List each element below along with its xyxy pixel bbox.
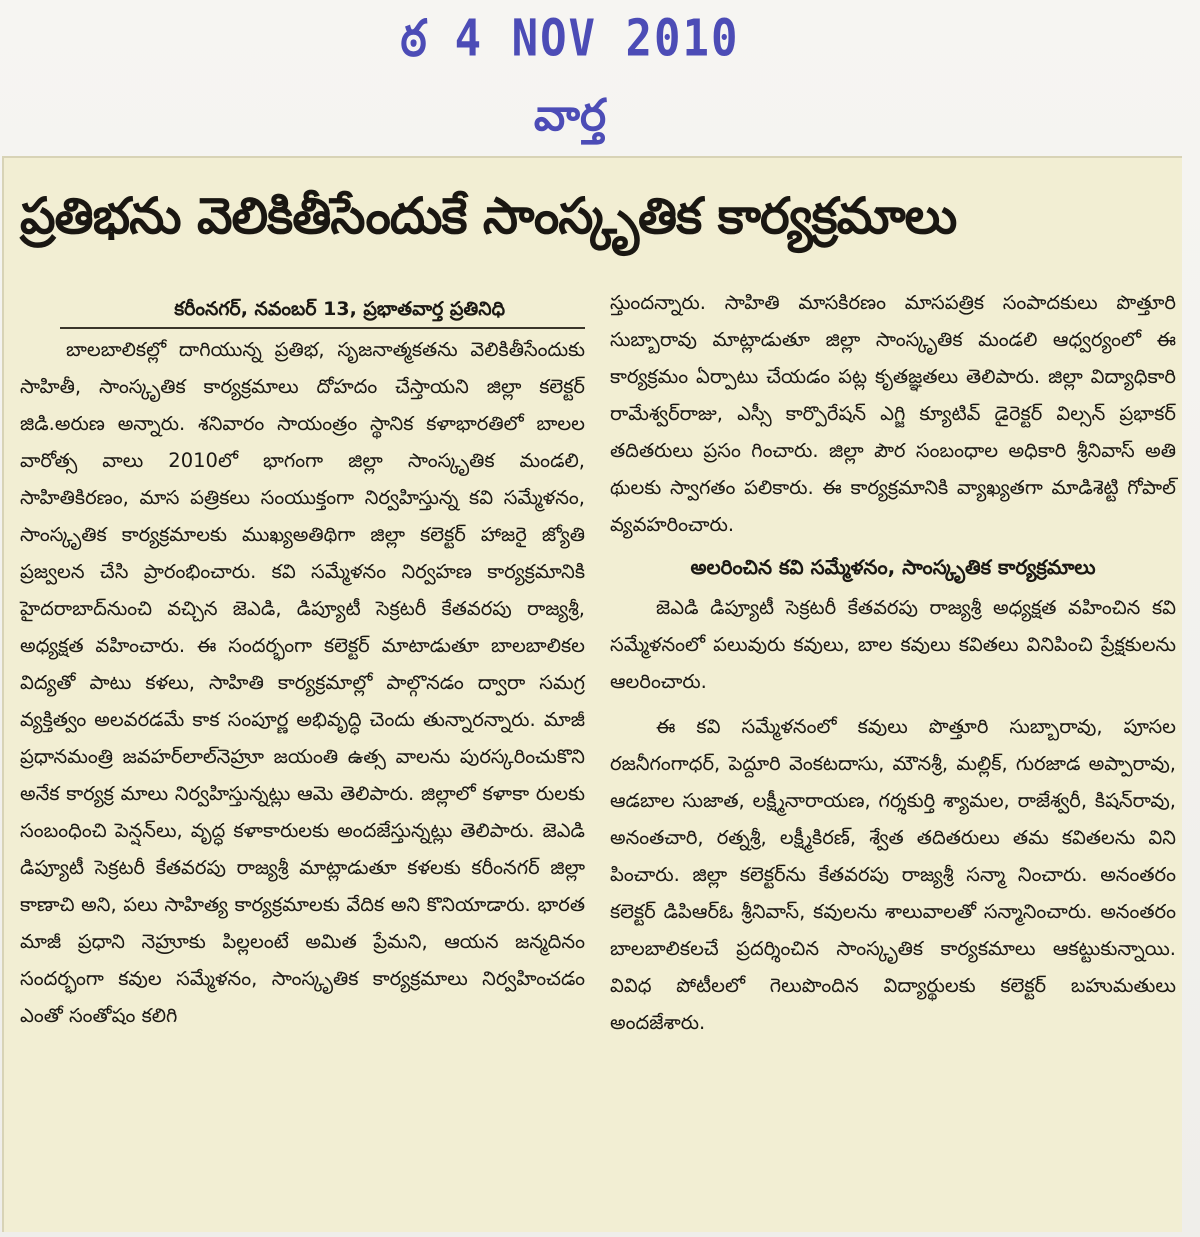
stamp-date <box>380 9 760 80</box>
article-paragraph: జెఎడి డిప్యూటీ సెక్రటరీ కేతవరపు రాజ్యశ్రీ అధ్యక్షత వహించిన కవి సమ్మేళనంలో పలువురు కవులు, బాల కవులు కవితలు వినిపించి ప్రేక్షకులను ఆలరించారు. <box>610 596 1176 693</box>
article-column-right <box>610 284 1176 1041</box>
date-stamp <box>380 4 760 154</box>
article-paragraph: స్తుందన్నారు. సాహితి మాసకిరణం మాసపత్రిక సంపాదకులు పొత్తూరి సుబ్బారావు మాట్లాడుతూ జిల్లా సాంస్కృతిక మండలి ఆధ్వర్యంలో ఈ కార్యక్రమం ఏర్పాటు చేయడం పట్ల కృతజ్ఞతలు తెలిపారు. జిల్లా విద్యాధికారి రామేశ్వర్‌రాజు, ఎస్సీ కార్పొరేషన్ ఎగ్జి క్యూటివ్ డైరెక్టర్ విల్సన్ ప్రభాకర్ తదితరులు ప్రసం గించారు. జిల్లా పౌర సంబంధాల అధికారి శ్రీనివాస్ అతి థులకు స్వాగతం పలికారు. ఈ కార్యక్రమానికి వ్యాఖ్యతగా మాడిశెట్టి గోపాల్ వ్యవహరించారు. <box>610 291 1176 536</box>
stamp-newspaper-name: వార్త <box>533 90 607 141</box>
article-dateline: కరీంనగర్, నవంబర్ 13, ప్రభాతవార్త ప్రతినిధి <box>60 291 585 329</box>
article-column-left <box>20 291 585 1034</box>
article-headline: ప్రతిభను వెలికితీసేందుకే సాంస్కృతిక కార్యక్రమాలు <box>20 187 957 245</box>
article-subheading: అలరించిన కవి సమ్మేళనం, సాంస్కృతిక కార్యక్రమాలు <box>690 555 1096 579</box>
paragraph-gap <box>610 700 1176 708</box>
stamp-mark: ఠ <box>400 9 429 68</box>
stamp-date-text: 4 NOV 2010 <box>454 9 740 68</box>
article-paragraph: ఈ కవి సమ్మేళనంలో కవులు పొత్తూరి సుబ్బారావు, పూసల రజనీగంగాధర్, పెద్దూరి వెంకటదాసు, మౌనశ్రీ, మల్లిక్, గురజాడ అప్పారావు, ఆడబాల సుజాత, లక్ష్మీనారాయణ, గర్శకుర్తి శ్యామల, రాజేశ్వరీ, కిషన్‌రావు, అనంతచారి, రత్నశ్రీ, లక్ష్మీకిరణ్, శ్వేత తదితరులు తమ కవితలను విని పించారు. జిల్లా కలెక్టర్‌ను కేతవరపు రాజ్యశ్రీ సన్మా నించారు. అనంతరం కలెక్టర్ డిపిఆర్‌ఓ శ్రీనివాస్, కవులను శాలువాలతో సన్మానించారు. అనంతరం బాలబాలికలచే ప్రదర్శించిన సాంస్కృతిక కార్యకమాలు ఆకట్టుకున్నాయి. వివిధ పోటీలలో గెలుపొందిన విద్యార్థులకు కలెక్టర్ బహుమతులు అందజేశారు. <box>610 715 1176 1034</box>
article-paragraph: బాలబాలికల్లో దాగియున్న ప్రతిభ, సృజనాత్మకతను వెలికితీసేందుకు సాహితీ, సాంస్కృతిక కార్యక్రమాలు దోహదం చేస్తాయని జిల్లా కలెక్టర్ జిడి.అరుణ అన్నారు. శనివారం సాయంత్రం స్థానిక కళాభారతిలో బాలల వారోత్స వాలు 2010లో భాగంగా జిల్లా సాంస్కృతిక మండలి, సాహితికిరణం, మాస పత్రికలు సంయుక్తంగా నిర్వహిస్తున్న కవి సమ్మేళనం, సాంస్కృతిక కార్యక్రమాలకు ముఖ్యఅతిథిగా జిల్లా కలెక్టర్ హాజరై జ్యోతి ప్రజ్వలన చేసి ప్రారంభించారు. కవి సమ్మేళనం నిర్వహణ కార్యక్రమానికి హైదరాబాద్‌నుంచి వచ్చిన జెఎడి, డిప్యూటీ సెక్రటరీ కేతవరపు రాజ్యశ్రీ, అధ్యక్షత వహించారు. ఈ సందర్భంగా కలెక్టర్ మాటాడుతూ బాలబాలికల విద్యతో పాటు కళలు, సాహితి కార్యక్రమాల్లో పాల్గొనడం ద్వారా సమగ్ర వ్యక్తిత్వం అలవరడమే కాక సంపూర్ణ అభివృద్ధి చెందు తున్నారన్నారు. మాజీ ప్రధానమంత్రి జవహర్‌లాల్‌నెహ్రూ జయంతి ఉత్స వాలను పురస్కరించుకొని అనేక కార్యక్ర మాలు నిర్వహిస్తున్నట్లు ఆమె తెలిపారు. జిల్లాలో కళాకా రులకు సంబంధించి పెన్షన్‌లు, వృద్ధ కళాకారులకు అందజేస్తున్నట్లు తెలిపారు. జెఎడి డిప్యూటీ సెక్రటరీ కేతవరపు రాజ్యశ్రీ మాట్లాడుతూ కళలకు కరీంనగర్ జిల్లా కాణాచి అని, పలు సాహిత్య కార్యక్రమాలకు వేదిక అని కొనియాడారు. భారత మాజీ ప్రధాని నెహ్రూకు పిల్లలంటే అమిత ప్రేమని, ఆయన జన్మదినం సందర్భంగా కవుల సమ్మేళనం, సాంస్కృతిక కార్యక్రమాలు నిర్వహించడం ఎంతో సంతోషం కలిగి <box>20 338 585 1027</box>
newspaper-clipping <box>2 156 1182 1232</box>
